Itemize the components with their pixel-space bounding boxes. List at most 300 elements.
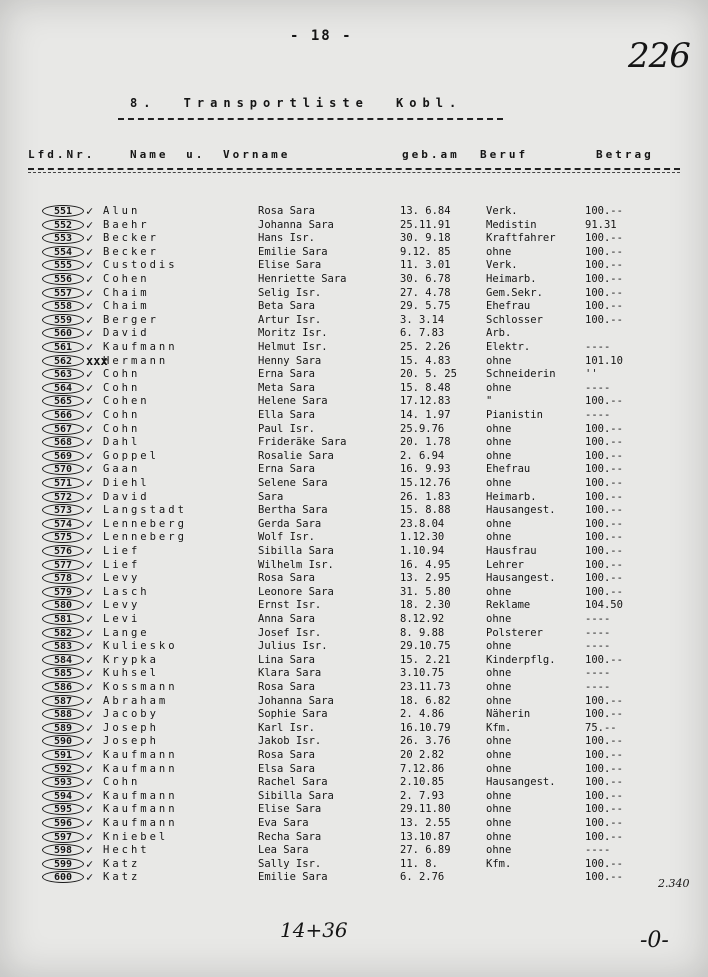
occupation: ohne — [486, 762, 512, 775]
occupation: ohne — [486, 817, 512, 829]
check-mark: ✓ — [86, 870, 94, 885]
amount: 100.-- — [585, 857, 623, 870]
check-mark: ✓ — [86, 734, 94, 749]
table-row — [0, 205, 708, 218]
first-name: Johanna Sara — [258, 218, 334, 231]
birth-date: 31. 5.80 — [400, 585, 451, 598]
amount: 101.10 — [585, 354, 623, 367]
row-number: 574 — [42, 518, 84, 530]
amount: 100.-- — [585, 735, 623, 748]
check-mark: ✓ — [86, 775, 94, 790]
first-name: Sibilla Sara — [258, 789, 334, 802]
surname: Levy — [103, 599, 141, 612]
occupation: Gem.Sekr. — [486, 286, 543, 299]
table-row — [0, 409, 708, 422]
row-number: 555 — [42, 259, 84, 271]
table-row — [0, 749, 708, 762]
check-mark: ✓ — [86, 340, 94, 354]
birth-date: 27. 4.78 — [400, 286, 451, 299]
amount: 100.-- — [585, 490, 623, 503]
birth-date: 25. 2.26 — [400, 341, 451, 353]
birth-date: 3.10.75 — [400, 667, 445, 680]
check-mark: ✓ — [86, 448, 94, 463]
occupation: " — [486, 395, 493, 408]
first-name: Elsa Sara — [258, 762, 315, 775]
occupation: Lehrer — [486, 558, 524, 571]
amount: 100.-- — [585, 803, 623, 816]
birth-date: 11. 3.01 — [400, 259, 451, 272]
row-number: 591 — [42, 749, 84, 761]
first-name: Wolf Isr. — [258, 531, 315, 544]
birth-date: 15.12.76 — [400, 477, 451, 489]
first-name: Erna Sara — [258, 463, 315, 476]
first-name: Emilie Sara — [258, 871, 328, 884]
amount: 100.-- — [585, 259, 623, 272]
row-number: 599 — [42, 858, 84, 870]
surname: Kossmann — [103, 681, 178, 693]
title-underline — [118, 118, 503, 120]
surname: Baehr — [103, 218, 150, 231]
surname: Joseph — [103, 721, 159, 734]
surname: Jacoby — [103, 708, 159, 721]
surname: Kaufmann — [103, 341, 178, 353]
surname: Cohen — [103, 273, 150, 285]
row-number: 553 — [42, 232, 84, 244]
birth-date: 15. 4.83 — [400, 354, 451, 367]
surname: Berger — [103, 313, 159, 326]
amount: 100.-- — [585, 517, 623, 530]
surname: Lange — [103, 626, 150, 639]
check-mark: ✓ — [86, 571, 94, 586]
birth-date: 30. 9.18 — [400, 232, 451, 245]
row-number: 596 — [42, 817, 84, 829]
table-row — [0, 708, 708, 721]
first-name: Leonore Sara — [258, 585, 334, 598]
row-number: 576 — [42, 545, 84, 557]
surname: Kaufmann — [103, 749, 178, 761]
amount: 100.-- — [585, 572, 623, 585]
row-number: 587 — [42, 695, 84, 707]
first-name: Henriette Sara — [258, 273, 347, 285]
check-mark: ✓ — [86, 421, 94, 436]
amount: 100.-- — [585, 477, 623, 489]
first-name: Karl Isr. — [258, 721, 315, 734]
occupation: Kfm. — [486, 857, 512, 870]
birth-date: 7.12.86 — [400, 762, 445, 775]
check-mark: ✓ — [86, 272, 94, 286]
birth-date: 20. 5. 25 — [400, 368, 457, 381]
table-row — [0, 327, 708, 340]
first-name: Rosa Sara — [258, 205, 315, 217]
birth-date: 13. 2.55 — [400, 817, 451, 829]
table-row — [0, 763, 708, 776]
amount: 100.-- — [585, 286, 623, 299]
occupation: ohne — [486, 667, 512, 680]
birth-date: 8. 9.88 — [400, 626, 445, 639]
first-name: Emilie Sara — [258, 245, 328, 258]
amount: 100.-- — [585, 776, 623, 789]
birth-date: 11. 8. — [400, 857, 438, 870]
birth-date: 29.11.80 — [400, 803, 451, 816]
occupation: Verk. — [486, 205, 518, 217]
surname: David — [103, 327, 150, 340]
surname: Kaufmann — [103, 762, 178, 775]
amount: ---- — [585, 667, 611, 680]
birth-date: 1.12.30 — [400, 531, 445, 544]
occupation: Heimarb. — [486, 490, 537, 503]
table-row — [0, 463, 708, 476]
first-name: Jakob Isr. — [258, 735, 322, 748]
table-row — [0, 695, 708, 708]
surname: Hecht — [103, 844, 150, 857]
amount: '' — [585, 368, 598, 381]
birth-date: 13.10.87 — [400, 830, 451, 843]
surname: Lasch — [103, 585, 150, 598]
occupation: Elektr. — [486, 341, 531, 353]
first-name: Rosa Sara — [258, 681, 315, 693]
occupation: Kfm. — [486, 721, 512, 734]
table-row — [0, 395, 708, 408]
birth-date: 17.12.83 — [400, 395, 451, 408]
row-number: 581 — [42, 613, 84, 625]
row-number: 597 — [42, 831, 84, 843]
amount: 100.-- — [585, 245, 623, 258]
check-mark: ✓ — [86, 231, 94, 246]
table-row — [0, 654, 708, 667]
table-row — [0, 287, 708, 300]
amount: 104.50 — [585, 599, 623, 612]
birth-date: 20. 1.78 — [400, 436, 451, 449]
row-number: 584 — [42, 654, 84, 666]
amount: 100.-- — [585, 789, 623, 802]
surname: Dahl — [103, 436, 141, 449]
surname: Kaufmann — [103, 789, 178, 802]
table-row — [0, 355, 708, 368]
row-number: 589 — [42, 722, 84, 734]
birth-date: 29. 5.75 — [400, 300, 451, 313]
row-number: 583 — [42, 640, 84, 652]
birth-date: 1.10.94 — [400, 545, 445, 557]
row-number: 600 — [42, 871, 84, 883]
first-name: Josef Isr. — [258, 626, 322, 639]
amount: 100.-- — [585, 232, 623, 245]
first-name: Beta Sara — [258, 300, 315, 313]
birth-date: 18. 2.30 — [400, 599, 451, 612]
table-row — [0, 871, 708, 884]
occupation: Näherin — [486, 708, 531, 721]
table-row — [0, 491, 708, 504]
check-mark: ✓ — [86, 557, 94, 572]
birth-date: 6. 7.83 — [400, 327, 445, 340]
check-mark: ✓ — [86, 204, 94, 218]
birth-date: 2. 6.94 — [400, 449, 445, 462]
check-mark: ✓ — [86, 816, 94, 830]
check-mark: ✓ — [86, 503, 94, 518]
check-mark: ✓ — [86, 367, 94, 382]
birth-date: 23.11.73 — [400, 681, 451, 693]
occupation: Hausangest. — [486, 504, 556, 517]
table-row — [0, 790, 708, 803]
table-row — [0, 232, 708, 245]
row-number: 585 — [42, 667, 84, 679]
header-rule-secondary — [28, 172, 680, 173]
document-title: 8. Transportliste Kobl. — [130, 96, 463, 110]
surname: Diehl — [103, 477, 150, 489]
first-name: Hans Isr. — [258, 232, 315, 245]
first-name: Bertha Sara — [258, 504, 328, 517]
amount: 100.-- — [585, 436, 623, 449]
check-mark: ✓ — [86, 612, 94, 626]
table-row — [0, 844, 708, 857]
row-number: 552 — [42, 219, 84, 231]
occupation: ohne — [486, 245, 512, 258]
table-row — [0, 477, 708, 490]
occupation: Pianistin — [486, 409, 543, 421]
row-number: 590 — [42, 735, 84, 747]
first-name: Henny Sara — [258, 354, 322, 367]
occupation: Schneiderin — [486, 368, 556, 381]
row-number: 593 — [42, 776, 84, 788]
row-number: 572 — [42, 491, 84, 503]
surname: Chaim — [103, 300, 150, 313]
surname: Chaim — [103, 286, 150, 299]
first-name: Meta Sara — [258, 381, 315, 394]
birth-date: 23.8.04 — [400, 517, 445, 530]
surname: David — [103, 490, 150, 503]
birth-date: 20 2.82 — [400, 749, 445, 761]
table-row — [0, 450, 708, 463]
check-mark: ✓ — [86, 720, 94, 735]
row-number: 565 — [42, 395, 84, 407]
table-row — [0, 735, 708, 748]
row-number: 577 — [42, 559, 84, 571]
check-mark: ✓ — [86, 639, 94, 654]
first-name: Anna Sara — [258, 613, 315, 625]
check-mark: ✓ — [86, 258, 94, 273]
row-number: 595 — [42, 803, 84, 815]
birth-date: 13. 6.84 — [400, 205, 451, 217]
surname: Abraham — [103, 694, 169, 707]
first-name: Helene Sara — [258, 395, 328, 408]
occupation: ohne — [486, 436, 512, 449]
check-mark: ✓ — [86, 829, 94, 844]
amount: 100.-- — [585, 205, 623, 217]
row-number: 582 — [42, 627, 84, 639]
surname: Levy — [103, 572, 141, 585]
birth-date: 16. 9.93 — [400, 463, 451, 476]
occupation: ohne — [486, 640, 512, 653]
amount: 100.-- — [585, 694, 623, 707]
row-number: 560 — [42, 327, 84, 339]
birth-date: 25.11.91 — [400, 218, 451, 231]
header-job: Beruf — [480, 148, 529, 161]
birth-date: 30. 6.78 — [400, 273, 451, 285]
occupation: ohne — [486, 803, 512, 816]
header-amount: Betrag — [596, 148, 654, 161]
row-number: 568 — [42, 436, 84, 448]
header-birth: geb.am — [402, 148, 460, 161]
birth-date: 26. 1.83 — [400, 490, 451, 503]
amount: 100.-- — [585, 871, 623, 884]
table-row — [0, 423, 708, 436]
row-number: 573 — [42, 504, 84, 516]
amount: 100.-- — [585, 653, 623, 666]
amount: ---- — [585, 681, 611, 693]
amount: 100.-- — [585, 504, 623, 517]
table-row — [0, 436, 708, 449]
occupation: Kinderpflg. — [486, 653, 556, 666]
check-mark: ✓ — [86, 748, 94, 762]
row-number: 571 — [42, 477, 84, 489]
handwritten-corner-mark: -0- — [640, 928, 669, 953]
first-name: Johanna Sara — [258, 694, 334, 707]
amount: ---- — [585, 640, 611, 653]
check-mark: ✓ — [86, 530, 94, 545]
table-row — [0, 518, 708, 531]
check-mark: ✓ — [86, 666, 94, 681]
amount: 100.-- — [585, 273, 623, 285]
check-mark: ✓ — [86, 476, 94, 490]
surname: Kuliesko — [103, 640, 178, 653]
amount: 100.-- — [585, 558, 623, 571]
occupation: ohne — [486, 830, 512, 843]
surname: Cohn — [103, 381, 141, 394]
occupation: ohne — [486, 477, 512, 489]
occupation: Hausfrau — [486, 545, 537, 557]
occupation: ohne — [486, 844, 512, 857]
surname: Krypka — [103, 653, 159, 666]
check-mark: ✓ — [86, 584, 94, 599]
table-row — [0, 803, 708, 816]
check-mark: ✓ — [86, 435, 94, 450]
amount: ---- — [585, 613, 611, 625]
header-rule — [28, 168, 680, 170]
first-name: Selene Sara — [258, 477, 328, 489]
first-name: Recha Sara — [258, 830, 322, 843]
table-row — [0, 300, 708, 313]
surname: Kniebel — [103, 830, 169, 843]
table-row — [0, 504, 708, 517]
surname: Lief — [103, 558, 141, 571]
row-number: 579 — [42, 586, 84, 598]
handwritten-sum: 14+36 — [280, 918, 348, 942]
occupation: ohne — [486, 422, 512, 435]
amount: ---- — [585, 844, 611, 857]
first-name: Rosa Sara — [258, 572, 315, 585]
table-row — [0, 246, 708, 259]
handwritten-reference-number: 226 — [628, 36, 690, 76]
amount: 100.-- — [585, 817, 623, 829]
check-mark: ✓ — [86, 380, 94, 395]
amount: ---- — [585, 626, 611, 639]
surname: Lief — [103, 545, 141, 557]
row-number: 556 — [42, 273, 84, 285]
occupation: Ehefrau — [486, 300, 531, 313]
occupation: ohne — [486, 735, 512, 748]
amount: 91.31 — [585, 218, 617, 231]
amount: 100.-- — [585, 449, 623, 462]
check-mark: ✓ — [86, 299, 94, 314]
amount: 100.-- — [585, 395, 623, 408]
surname: Kaufmann — [103, 803, 178, 816]
surname: Katz — [103, 871, 141, 884]
first-name: Paul Isr. — [258, 422, 315, 435]
row-number: 578 — [42, 572, 84, 584]
row-number: 551 — [42, 205, 84, 217]
birth-date: 16.10.79 — [400, 721, 451, 734]
first-name: Eva Sara — [258, 817, 309, 829]
table-row — [0, 681, 708, 694]
check-mark: ✓ — [86, 802, 94, 817]
row-number: 554 — [42, 246, 84, 258]
check-mark: ✓ — [86, 680, 94, 694]
first-name: Moritz Isr. — [258, 327, 328, 340]
surname: Lenneberg — [103, 531, 187, 544]
birth-date: 27. 6.89 — [400, 844, 451, 857]
check-mark: ✓ — [86, 408, 94, 422]
surname: Lenneberg — [103, 517, 187, 530]
occupation: ohne — [486, 517, 512, 530]
surname: Joseph — [103, 735, 159, 748]
first-name: Klara Sara — [258, 667, 322, 680]
first-name: Helmut Isr. — [258, 341, 328, 353]
occupation: ohne — [486, 789, 512, 802]
occupation: ohne — [486, 694, 512, 707]
occupation: ohne — [486, 613, 512, 625]
occupation: Arb. — [486, 327, 512, 340]
occupation: ohne — [486, 749, 512, 761]
first-name: Frideräke Sara — [258, 436, 347, 449]
row-number: 559 — [42, 314, 84, 326]
table-row — [0, 667, 708, 680]
check-mark: ✓ — [86, 598, 94, 613]
check-mark: xxx — [86, 353, 108, 368]
surname: Cohn — [103, 409, 141, 421]
birth-date: 15. 8.88 — [400, 504, 451, 517]
birth-date: 14. 1.97 — [400, 409, 451, 421]
birth-date: 13. 2.95 — [400, 572, 451, 585]
row-number: 567 — [42, 423, 84, 435]
row-number: 592 — [42, 763, 84, 775]
birth-date: 9.12. 85 — [400, 245, 451, 258]
table-row — [0, 368, 708, 381]
table-row — [0, 545, 708, 558]
surname: Kuhsel — [103, 667, 159, 680]
table-row — [0, 586, 708, 599]
check-mark: ✓ — [86, 326, 94, 341]
table-row — [0, 572, 708, 585]
surname: Katz — [103, 857, 141, 870]
occupation: Polsterer — [486, 626, 543, 639]
surname: Goppel — [103, 449, 159, 462]
row-number: 557 — [42, 287, 84, 299]
birth-date: 15. 2.21 — [400, 653, 451, 666]
table-row — [0, 858, 708, 871]
check-mark: ✓ — [86, 394, 94, 409]
check-mark: ✓ — [86, 856, 94, 871]
birth-date: 2. 4.86 — [400, 708, 445, 721]
row-number: 575 — [42, 531, 84, 543]
first-name: Rosa Sara — [258, 749, 315, 761]
occupation: Kraftfahrer — [486, 232, 556, 245]
birth-date: 6. 2.76 — [400, 871, 445, 884]
check-mark: ✓ — [86, 707, 94, 722]
row-number: 588 — [42, 708, 84, 720]
table-row — [0, 831, 708, 844]
first-name: Elise Sara — [258, 803, 322, 816]
first-name: Selig Isr. — [258, 286, 322, 299]
occupation: Hausangest. — [486, 572, 556, 585]
